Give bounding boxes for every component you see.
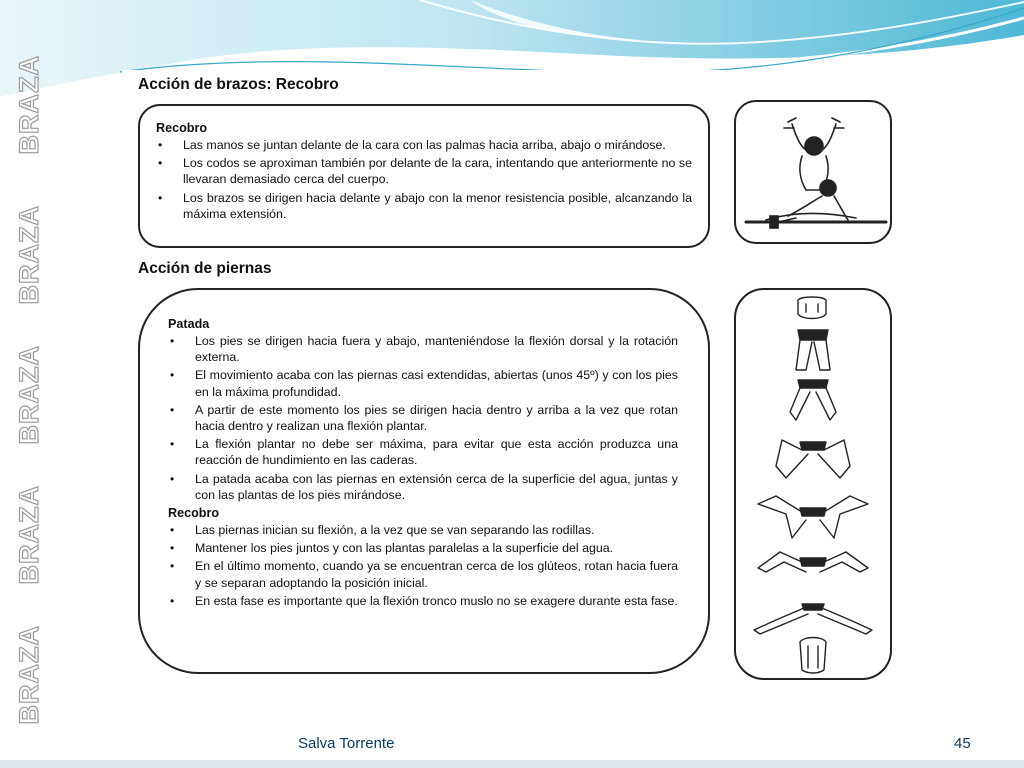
arms-recovery-panel	[138, 104, 710, 248]
page-number: 45	[954, 735, 971, 752]
list-item: • En esta fase es importante que la flexión tronco muslo no se exagere durante esta fase.	[168, 593, 678, 609]
legs-illustration	[734, 288, 892, 680]
kick-bullet-list	[168, 333, 678, 503]
side-label: BRAZA	[14, 625, 44, 725]
arms-bullet-list	[156, 137, 692, 222]
side-label: BRAZA	[14, 345, 44, 445]
footer-bar	[0, 760, 1024, 768]
legs-heading: Acción de piernas	[138, 260, 272, 277]
swimmer-arms-icon	[736, 102, 890, 242]
side-label: BRAZA	[14, 205, 44, 305]
side-label-strip	[0, 55, 50, 735]
leg-recovery-bullet-list	[168, 522, 678, 609]
list-item: • La flexión plantar no debe ser máxima, para evitar que esta acción produzca una reacción de hundimiento en las caderas.	[168, 436, 678, 468]
list-item: • Los pies se dirigen hacia fuera y abajo, manteniéndose la flexión dorsal y la rotación externa.	[168, 333, 678, 365]
list-item: • La patada acaba con las piernas en extensión cerca de la superficie del agua, juntas y con las plantas de los pies mirándose.	[168, 471, 678, 503]
side-label: BRAZA	[14, 485, 44, 585]
list-item: • En el último momento, cuando ya se encuentran cerca de los glúteos, rotan hacia fuera y se separan adoptando la posición inicial.	[168, 558, 678, 590]
list-item: • Las piernas inician su flexión, a la vez que se van separando las rodillas.	[168, 522, 678, 538]
list-item: • Las manos se juntan delante de la cara con las palmas hacia arriba, abajo o mirándose.	[156, 137, 692, 153]
footer-author: Salva Torrente	[298, 735, 395, 752]
leg-recovery-subheading: Recobro	[168, 506, 220, 521]
list-item: • Los codos se aproximan también por delante de la cara, intentando que anteriormente no se llevaran demasiado cerca del cuerpo.	[156, 155, 692, 187]
list-item: • A partir de este momento los pies se dirigen hacia dentro y arriba a la vez que rotan hacia dentro y realizan una flexión plantar.	[168, 402, 678, 434]
legs-action-panel	[138, 288, 710, 674]
arms-recovery-subheading: Recobro	[156, 121, 208, 135]
arms-heading: Acción de brazos: Recobro	[138, 76, 339, 93]
arms-illustration	[734, 100, 892, 244]
list-item: • Mantener los pies juntos y con las plantas paralelas a la superficie del agua.	[168, 540, 678, 556]
list-item: • El movimiento acaba con las piernas casi extendidas, abiertas (unos 45º) y con los pies en la máxima profundidad.	[168, 367, 678, 399]
list-item: • Los brazos se dirigen hacia delante y abajo con la menor resistencia posible, alcanzando la máxima extensión.	[156, 190, 692, 222]
kick-subheading: Patada	[168, 317, 210, 331]
side-label: BRAZA	[14, 55, 44, 155]
swimmer-legs-sequence-icon	[736, 290, 890, 678]
document-page	[122, 70, 920, 688]
